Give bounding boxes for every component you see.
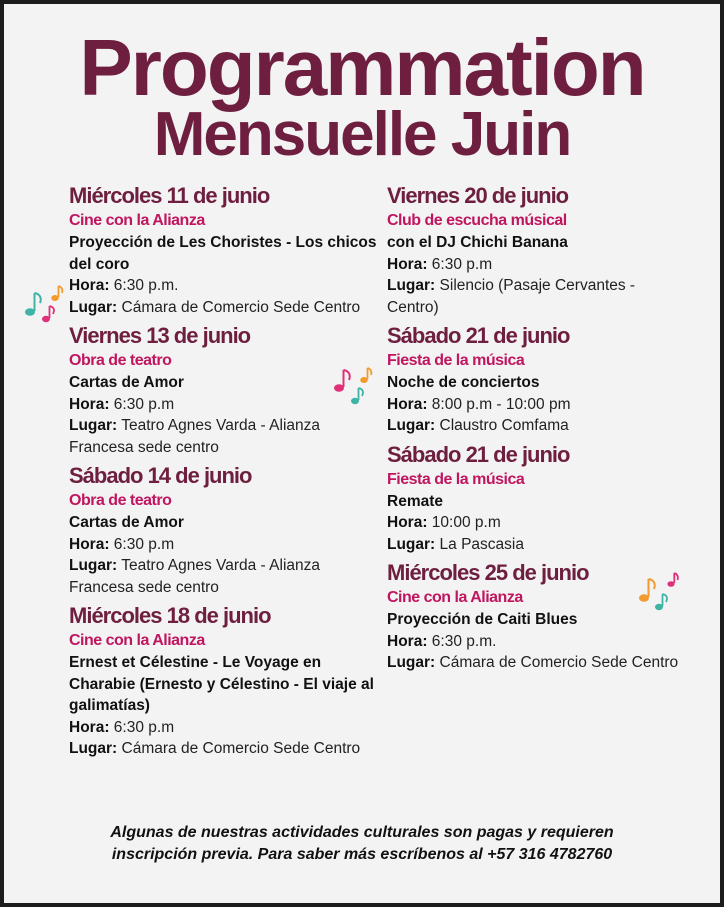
event-card: [69, 602, 379, 760]
event-name: Ernest et Célestine - Le Voyage en Charabie (Ernesto y Célestino - El viaje al galimatías): [69, 654, 374, 714]
event-name: Remate: [387, 492, 443, 510]
event-date: Sábado 21 de junio: [387, 323, 570, 348]
place-label: Lugar:: [387, 535, 436, 553]
time-label: Hora:: [69, 718, 110, 736]
place-value: Claustro Comfama: [439, 417, 569, 434]
event-category: Cine con la Alianza: [69, 212, 205, 229]
event-time: [387, 512, 687, 534]
event-category: Fiesta de la música: [387, 470, 525, 488]
event-name: Cartas de Amor: [69, 514, 184, 531]
footer-line: Algunas de nuestras actividades culturales son pagas y requieren: [110, 824, 614, 841]
time-value: 6:30 p.m: [113, 395, 175, 413]
event-place: [387, 652, 687, 674]
time-value: 10:00 p.m: [431, 514, 501, 531]
place-value: Cámara de Comercio Sede Centro: [121, 740, 361, 757]
event-time: [387, 394, 687, 416]
event-date: Viernes 13 de junio: [69, 323, 251, 348]
event-category: Fiesta de la música: [387, 352, 525, 369]
place-label: Lugar:: [69, 740, 118, 757]
place-value: Teatro Agnes Varda - Alianza Francesa sede centro: [69, 557, 321, 596]
place-value: Cámara de Comercio Sede Centro: [439, 654, 679, 671]
event-name: con el DJ Chichi Banana: [387, 234, 568, 251]
place-value: La Pascasia: [439, 535, 524, 553]
time-value: 6:30 p.m: [431, 255, 493, 273]
event-date: Miércoles 11 de junio: [69, 183, 270, 208]
time-label: Hora:: [387, 514, 428, 531]
event-time: [387, 631, 687, 653]
event-place: [69, 297, 379, 319]
event-place: [387, 415, 687, 437]
event-place: [69, 738, 379, 760]
event-place: [69, 415, 379, 458]
left-column: [69, 182, 379, 764]
place-label: Lugar:: [69, 557, 118, 574]
event-name: Proyección de Les Choristes - Los chicos del coro: [69, 234, 377, 273]
event-category: Club de escucha músical: [387, 212, 567, 229]
time-value: 6:30 p.m.: [431, 632, 497, 650]
time-label: Hora:: [69, 395, 110, 413]
place-label: Lugar:: [69, 417, 118, 434]
footer-note: [4, 822, 720, 866]
event-date: Sábado 21 de junio: [387, 441, 570, 467]
event-date: Sábado 14 de junio: [69, 463, 252, 488]
event-time: [69, 717, 379, 739]
page-title: Programmation: [79, 23, 645, 112]
time-label: Hora:: [69, 535, 110, 553]
event-card: [69, 182, 379, 318]
footer-line: inscripción previa. Para saber más escríbenos al +57 316 4782760: [111, 846, 613, 863]
event-category: Cine con la Alianza: [69, 632, 205, 649]
event-card: [387, 182, 687, 318]
event-name: Cartas de Amor: [69, 374, 184, 391]
event-place: [69, 555, 379, 598]
event-time: [69, 275, 379, 297]
place-value: Silencio (Pasaje Cervantes - Centro): [387, 277, 636, 316]
music-notes-icon: [330, 366, 374, 406]
event-place: [387, 275, 687, 318]
music-notes-icon: [22, 284, 66, 324]
time-value: 6:30 p.m: [113, 535, 175, 553]
place-label: Lugar:: [387, 654, 436, 671]
event-card: [69, 462, 379, 598]
place-label: Lugar:: [387, 277, 436, 294]
event-name: Noche de conciertos: [387, 374, 540, 391]
page-subtitle: Mensuelle Juin: [153, 100, 571, 169]
time-label: Hora:: [69, 277, 110, 294]
time-label: Hora:: [387, 632, 428, 650]
event-time: [387, 254, 687, 276]
time-label: Hora:: [387, 395, 428, 413]
event-date: Miércoles 18 de junio: [69, 603, 271, 628]
time-value: 6:30 p.m.: [113, 277, 179, 294]
event-place: [387, 534, 687, 556]
event-card: [387, 441, 687, 556]
place-value: Teatro Agnes Varda - Alianza Francesa sede centro: [69, 417, 321, 456]
time-value: 8:00 p.m - 10:00 pm: [431, 395, 571, 413]
event-category: Obra de teatro: [69, 352, 172, 369]
event-card: [387, 322, 687, 437]
place-value: Cámara de Comercio Sede Centro: [121, 298, 361, 316]
poster: [4, 4, 720, 903]
time-value: 6:30 p.m: [113, 718, 175, 736]
place-label: Lugar:: [387, 417, 436, 434]
event-name: Proyección de Caiti Blues: [387, 611, 578, 628]
time-label: Hora:: [387, 255, 428, 273]
event-time: [69, 534, 379, 556]
event-date: Miércoles 25 de junio: [387, 560, 589, 585]
event-category: Obra de teatro: [69, 492, 172, 509]
music-notes-icon: [636, 572, 680, 612]
place-label: Lugar:: [69, 298, 118, 316]
event-category: Cine con la Alianza: [387, 589, 523, 606]
event-date: Viernes 20 de junio: [387, 183, 569, 208]
